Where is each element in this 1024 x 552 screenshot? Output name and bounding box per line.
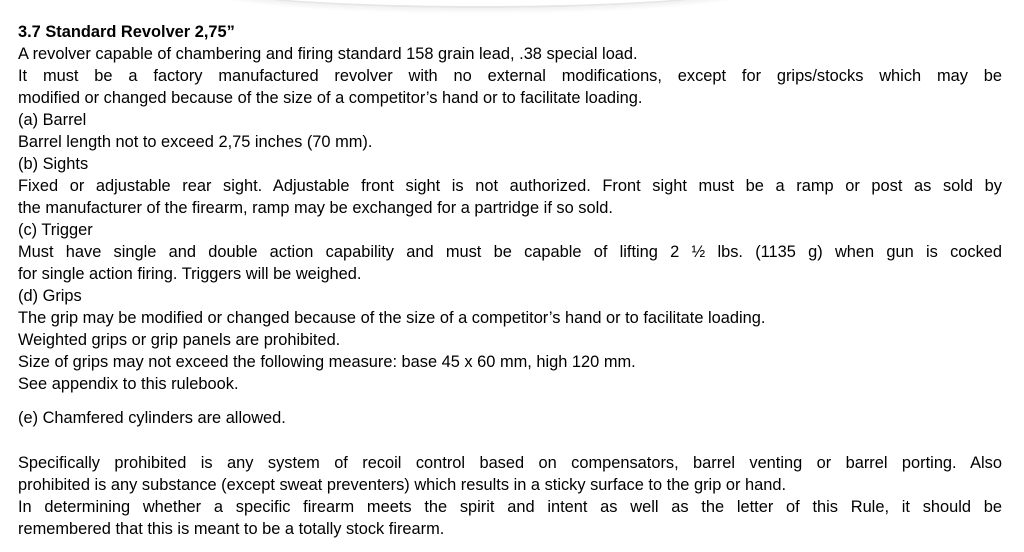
rule-document (18, 21, 1002, 540)
intro-line: modified or changed because of the size of a competitor’s hand or to facilitate loading. (18, 89, 643, 107)
intro-line: It must be a factory manufactured revolver with no external modifications, except for grips/stocks which may be (18, 67, 1002, 85)
grips-subheading: (d) Grips (18, 287, 82, 305)
grips-text-line: Weighted grips or grip panels are prohibited. (18, 331, 341, 349)
sights-text-line: Fixed or adjustable rear sight. Adjustable front sight is not authorized. Front sight must be a ramp or post as sold by (18, 177, 1002, 195)
sights-subheading: (b) Sights (18, 155, 89, 173)
cylinders-paragraph: (e) Chamfered cylinders are allowed. (18, 409, 286, 427)
sights-text-line: the manufacturer of the firearm, ramp may be exchanged for a partridge if so sold. (18, 199, 613, 217)
trigger-subheading: (c) Trigger (18, 221, 93, 239)
trigger-text-line: Must have single and double action capability and must be capable of lifting 2 ½ lbs. (1135 g) when gun is cocked (18, 243, 1002, 261)
closing-line: prohibited is any substance (except sweat preventers) which results in a sticky surface to the grip or hand. (18, 476, 787, 494)
closing-line: remembered that this is meant to be a totally stock firearm. (18, 520, 445, 538)
grips-text-line: Size of grips may not exceed the following measure: base 45 x 60 mm, high 120 mm. (18, 353, 636, 371)
barrel-text-line: Barrel length not to exceed 2,75 inches (70 mm). (18, 133, 373, 151)
section-heading: 3.7 Standard Revolver 2,75” (18, 23, 235, 41)
grips-text-line: The grip may be modified or changed because of the size of a competitor’s hand or to facilitate loading. (18, 309, 766, 327)
grips-text-line: See appendix to this rulebook. (18, 375, 239, 393)
intro-line: A revolver capable of chambering and firing standard 158 grain lead, .38 special load. (18, 45, 638, 63)
trigger-text-line: for single action firing. Triggers will be weighed. (18, 265, 362, 283)
closing-line: Specifically prohibited is any system of recoil control based on compensators, barrel venting or barrel porting. Also (18, 454, 1002, 472)
closing-line: In determining whether a specific firearm meets the spirit and intent as well as the letter of this Rule, it should be (18, 498, 1002, 516)
barrel-subheading: (a) Barrel (18, 111, 87, 129)
page-header-arc (200, 0, 760, 8)
